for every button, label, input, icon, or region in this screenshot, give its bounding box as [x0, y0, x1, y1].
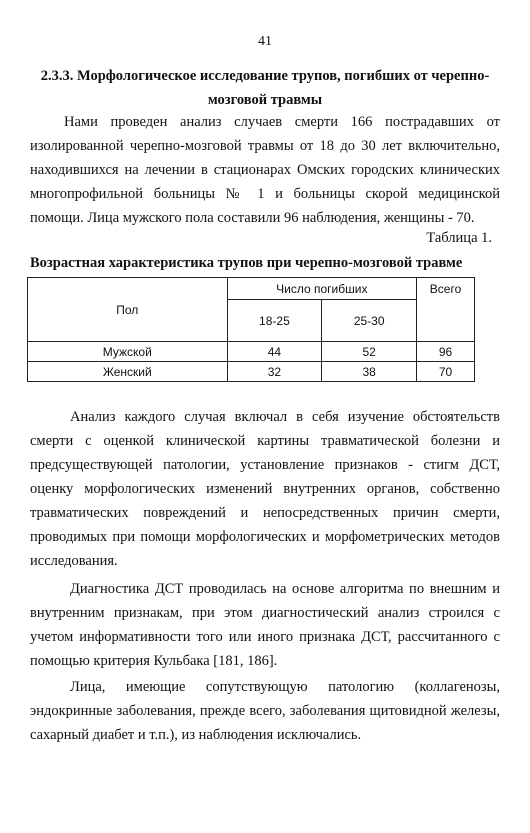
paragraph-analysis: Анализ каждого случая включал в себя изучение обстоятельств смерти с оценкой клинической картины травматической болезни и предсуществующей патологии, установление признаков - стигм ДСТ, оценку морфологических изменений внутренних органов, собственно травматических повреждений и непосредственных причин смерти, проводимых при помощи морфологических и морфометрических методов исследования. [30, 409, 500, 569]
row-male-total: 96 [417, 342, 475, 362]
section-heading-line-2: мозговой травмы [207, 92, 323, 108]
section-heading [30, 64, 500, 112]
paragraph-diagnostics: Диагностика ДСТ проводилась на основе алгоритма по внешним и внутренним признакам, при этом диагностический анализ строился с учетом информативности того или иного признака ДСТ, рассчитанного с помощью критерия Кульбака [181, 186]. [30, 581, 500, 669]
row-male-age1: 44 [227, 342, 322, 362]
header-total: Всего [417, 278, 475, 342]
header-sex: Пол [28, 278, 228, 342]
table-label: Таблица 1. [426, 230, 492, 246]
row-male-sex: Мужской [28, 342, 228, 362]
row-female-age2: 38 [322, 362, 417, 382]
header-age-25-30: 25-30 [322, 300, 417, 342]
row-female-age1: 32 [227, 362, 322, 382]
row-male-age2: 52 [322, 342, 417, 362]
header-deaths: Число погибших [227, 278, 417, 300]
table-row [28, 362, 475, 382]
table-row [28, 342, 475, 362]
paragraph-exclusion: Лица, имеющие сопутствующую патологию (коллагенозы, эндокринные заболевания, прежде всего, заболевания щитовидной железы, сахарный диабет и т.п.), из наблюдения исключались. [30, 679, 500, 743]
header-age-18-25: 18-25 [227, 300, 322, 342]
age-table [27, 277, 475, 382]
table-title: Возрастная характеристика трупов при черепно-мозговой травме [30, 255, 463, 271]
page-number: 41 [258, 34, 272, 49]
section-heading-line-1: 2.3.3. Морфологическое исследование трупов, погибших от черепно- [40, 68, 490, 84]
paragraph-intro: Нами проведен анализ случаев смерти 166 пострадавших от изолированной черепно-мозговой травмы от 18 до 30 лет включительно, находившихся на лечении в стационарах Омских городских клинических многопрофильной больницы № 1 и больницы скорой медицинской помощи. Лица мужского пола составили 96 наблюдения, женщины - 70. [30, 114, 500, 226]
row-female-sex: Женский [28, 362, 228, 382]
row-female-total: 70 [417, 362, 475, 382]
